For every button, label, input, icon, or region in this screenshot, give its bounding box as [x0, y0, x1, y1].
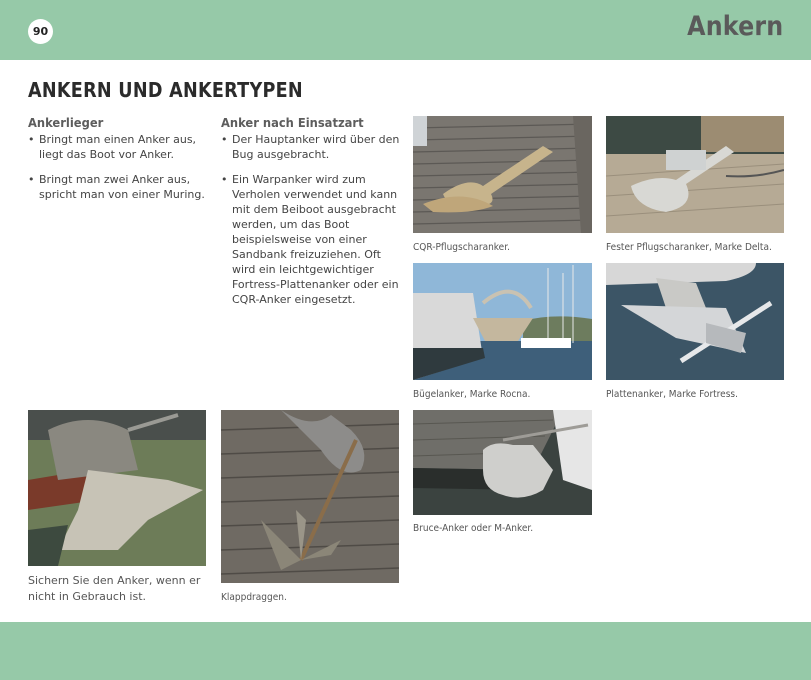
list-item: • Bringt man zwei Anker aus, spricht man von einer Muring.: [28, 172, 208, 202]
photo-delta-anchor: [606, 116, 784, 233]
list-item: • Der Hauptanker wird über den Bug ausgebracht.: [221, 132, 401, 162]
list-item: • Ein Warpanker wird zum Verholen verwendet und kann mit dem Beiboot ausgebracht werden, um das Boot beispielsweise von einer Sandbank freizuziehen. Oft wird ein leichtgewichtiger Fortress-Plattenanker oder ein CQR-Anker eingesetzt.: [221, 172, 401, 307]
chapter-title: Ankern: [686, 11, 783, 42]
caption-fortress: Plattenanker, Marke Fortress.: [606, 389, 738, 400]
list-item: • Bringt man einen Anker aus, liegt das Boot vor Anker.: [28, 132, 208, 162]
caption-secure: Sichern Sie den Anker, wenn er nicht in Gebrauch ist.: [28, 574, 201, 603]
column-title: Anker nach Einsatzart: [221, 115, 364, 130]
photo-secured-anchor: [28, 410, 206, 566]
bullet-list: [28, 132, 208, 202]
bullet-list: [221, 132, 401, 307]
caption-cqr: CQR-Pflugscharanker.: [413, 242, 510, 253]
footer-band: [0, 622, 811, 680]
column-einsatzart: [221, 115, 401, 317]
column-title: Ankerlieger: [28, 115, 104, 130]
photo-bruce-anchor: [413, 410, 592, 515]
column-ankerlieger: [28, 115, 208, 212]
photo-cqr-anchor: [413, 116, 592, 233]
caption-delta: Fester Pflugscharanker, Marke Delta.: [606, 242, 772, 253]
caption-rocna: Bügelanker, Marke Rocna.: [413, 389, 531, 400]
photo-rocna-anchor: [413, 263, 592, 380]
caption-bruce: Bruce-Anker oder M-Anker.: [413, 523, 534, 534]
photo-grapnel-anchor: [221, 410, 399, 583]
caption-grapnel: Klappdraggen.: [221, 592, 287, 603]
page-number: 90: [28, 19, 53, 44]
photo-fortress-anchor: [606, 263, 784, 380]
section-heading: ANKERN UND ANKERTYPEN: [28, 78, 303, 102]
